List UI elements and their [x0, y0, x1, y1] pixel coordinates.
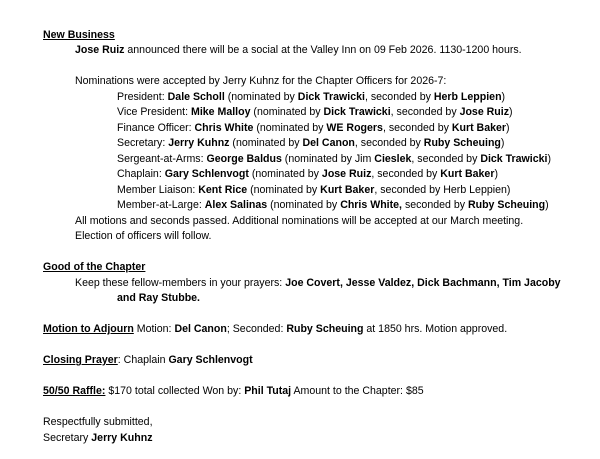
announcer-name: Jose Ruiz — [75, 44, 125, 56]
officer-nomination: Chaplain: Gary Schlenvogt (nominated by Jose Ruiz, seconded by Kurt Baker) — [117, 168, 498, 180]
raffle-result: 50/50 Raffle: $170 total collected Won by: Phil Tutaj Amount to the Chapter: $85 — [43, 385, 424, 397]
new-business-section — [43, 28, 115, 44]
nominations-intro: Nominations were accepted by Jerry Kuhnz for the Chapter Officers for 2026-7: — [75, 75, 447, 87]
officer-nomination: Finance Officer: Chris White (nominated by WE Rogers, seconded by Kurt Baker) — [117, 122, 510, 134]
signature: Secretary Jerry Kuhnz — [43, 432, 153, 444]
secretary-name: Jerry Kuhnz — [91, 432, 153, 444]
good-of-chapter-heading: Good of the Chapter — [43, 261, 146, 273]
adjourn-motion: Motion to Adjourn Motion: Del Canon; Seconded: Ruby Scheuing at 1850 hrs. Motion approved. — [43, 323, 508, 335]
officer-nomination: Member-at-Large: Alex Salinas (nominated by Chris White, seconded by Ruby Scheuing) — [117, 199, 549, 211]
prayer-list-continued: and Ray Stubbe. — [117, 292, 200, 304]
sign-off: Respectfully submitted, — [43, 416, 153, 428]
motions-passed-note: All motions and seconds passed. Additional nominations will be accepted at our March meeting. — [75, 215, 524, 227]
election-note: Election of officers will follow. — [75, 230, 212, 242]
officer-nomination: Secretary: Jerry Kuhnz (nominated by Del Canon, seconded by Ruby Scheuing) — [117, 137, 505, 149]
officer-nomination: Vice President: Mike Malloy (nominated by Dick Trawicki, seconded by Jose Ruiz) — [117, 106, 513, 118]
raffle-heading: 50/50 Raffle: — [43, 385, 106, 397]
officer-nomination: President: Dale Scholl (nominated by Dick Trawicki, seconded by Herb Leppien) — [117, 91, 506, 103]
closing-prayer-heading: Closing Prayer — [43, 354, 118, 366]
closing-prayer: Closing Prayer: Chaplain Gary Schlenvogt — [43, 354, 253, 366]
officer-nomination: Member Liaison: Kent Rice (nominated by Kurt Baker, seconded by Herb Leppien) — [117, 184, 511, 196]
officer-nomination: Sergeant-at-Arms: George Baldus (nominated by Jim Cieslek, seconded by Dick Trawicki) — [117, 153, 551, 165]
good-of-chapter-section — [43, 260, 145, 276]
prayer-list: Keep these fellow-members in your prayers: Joe Covert, Jesse Valdez, Dick Bachmann, Tim Jacoby — [75, 277, 561, 289]
adjourn-heading: Motion to Adjourn — [43, 323, 134, 335]
social-announcement: Jose Ruiz announced there will be a social at the Valley Inn on 09 Feb 2026. 1130-1200 hours. — [75, 44, 522, 56]
new-business-heading: New Business — [43, 29, 115, 41]
